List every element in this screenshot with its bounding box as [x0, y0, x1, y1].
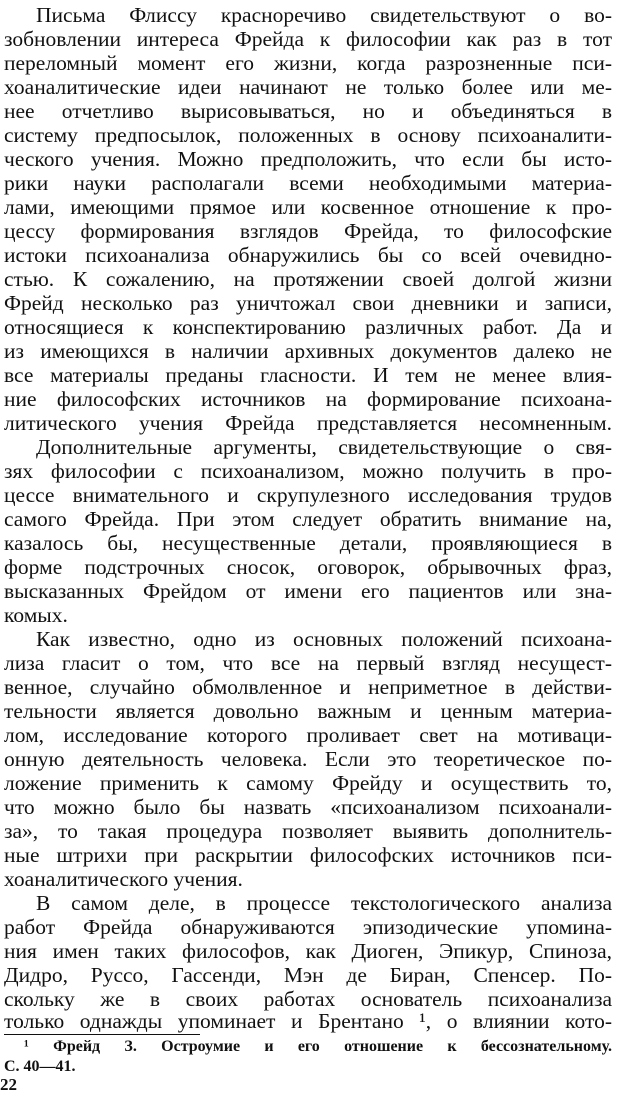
- text-line: ные штрихи при раскрытии философских источников пси-: [4, 843, 612, 867]
- text-line: Письма Флиссу красноречиво свидетельствуют о во-: [36, 3, 612, 27]
- text-line: стью. К сожалению, на протяжении своей долгой жизни: [4, 267, 612, 291]
- text-line: ческого учения. Можно предположить, что если бы исто-: [4, 147, 612, 171]
- text-line: все материалы преданы гласности. И тем не менее влия-: [4, 363, 612, 387]
- text-line: только однажды упоминает и Брентано ¹, о влиянии кото-: [4, 1009, 612, 1033]
- text-line: скольку же в своих работах основатель психоанализа: [4, 987, 612, 1011]
- text-line: что можно было бы назвать «психоанализом психоанали-: [4, 795, 612, 819]
- text-line: цессу формирования взглядов Фрейда, то философские: [4, 219, 612, 243]
- text-line: лом, исследование которого проливает свет на мотиваци-: [4, 723, 612, 747]
- text-line: хоаналитические идеи начинают не только более или ме-: [4, 75, 612, 99]
- text-line: Дидро, Руссо, Гассенди, Мэн де Биран, Спенсер. По-: [4, 963, 612, 987]
- text-line: лиза гласит о том, что все на первый взгляд несущест-: [4, 651, 612, 675]
- text-line: из имеющихся в наличии архивных документов далеко не: [4, 339, 612, 363]
- text-line: венное, случайно обмолвленное и неприметное в действи-: [4, 675, 612, 699]
- text-line: В самом деле, в процессе текстологического анализа: [36, 891, 612, 915]
- text-line: ложение применить к самому Фрейду и осуществить то,: [4, 771, 612, 795]
- text-line: онную деятельность человека. Если это теоретическое по-: [4, 747, 612, 771]
- text-line: систему предпосылок, положенных в основу психоаналити-: [4, 123, 612, 147]
- text-line: рики науки располагали всеми необходимыми материа-: [4, 171, 612, 195]
- text-line: за», то такая процедура позволяет выявить дополнитель-: [4, 819, 612, 843]
- text-line: комых.: [4, 603, 68, 627]
- footnote-line: ¹ Фрейд З. Остроумие и его отношение к бессознательному.: [24, 1038, 612, 1055]
- text-line: хоаналитического учения.: [4, 867, 243, 891]
- text-line: тельности является довольно важным и ценным материа-: [4, 699, 612, 723]
- text-line: высказанных Фрейдом от имени его пациентов или зна-: [4, 579, 612, 603]
- text-line: истоки психоанализа обнаружились бы со всей очевидно-: [4, 243, 612, 267]
- text-line: зях философии с психоанализом, можно получить в про-: [4, 459, 612, 483]
- text-line: нее отчетливо вырисовываться, но и объединяться в: [4, 99, 612, 123]
- text-line: зобновлении интереса Фрейда к философии как раз в тот: [4, 27, 612, 51]
- text-line: ния имен таких философов, как Диоген, Эпикур, Спиноза,: [4, 939, 612, 963]
- text-line: относящиеся к конспектированию различных работ. Да и: [4, 315, 612, 339]
- page-number: 22: [0, 1075, 17, 1094]
- text-line: самого Фрейда. При этом следует обратить внимание на,: [4, 507, 612, 531]
- footnote-line: С. 40—41.: [4, 1058, 76, 1075]
- footnote-separator: [4, 1034, 200, 1035]
- text-line: Дополнительные аргументы, свидетельствующие о свя-: [36, 435, 612, 459]
- text-line: лами, имеющими прямое или косвенное отношение к про-: [4, 195, 612, 219]
- text-line: ние философских источников на формирование психоана-: [4, 387, 612, 411]
- text-line: Фрейд несколько раз уничтожал свои дневники и записи,: [4, 291, 612, 315]
- text-line: Как известно, одно из основных положений психоана-: [36, 627, 612, 651]
- text-line: цессе внимательного и скрупулезного исследования трудов: [4, 483, 612, 507]
- text-line: форме подстрочных сносок, оговорок, обрывочных фраз,: [4, 555, 612, 579]
- text-line: казалось бы, несущественные детали, проявляющиеся в: [4, 531, 612, 555]
- text-line: переломный момент его жизни, когда разрозненные пси-: [4, 51, 612, 75]
- text-line: работ Фрейда обнаруживаются эпизодические упомина-: [4, 915, 612, 939]
- text-line: литического учения Фрейда представляется несомненным.: [4, 411, 612, 435]
